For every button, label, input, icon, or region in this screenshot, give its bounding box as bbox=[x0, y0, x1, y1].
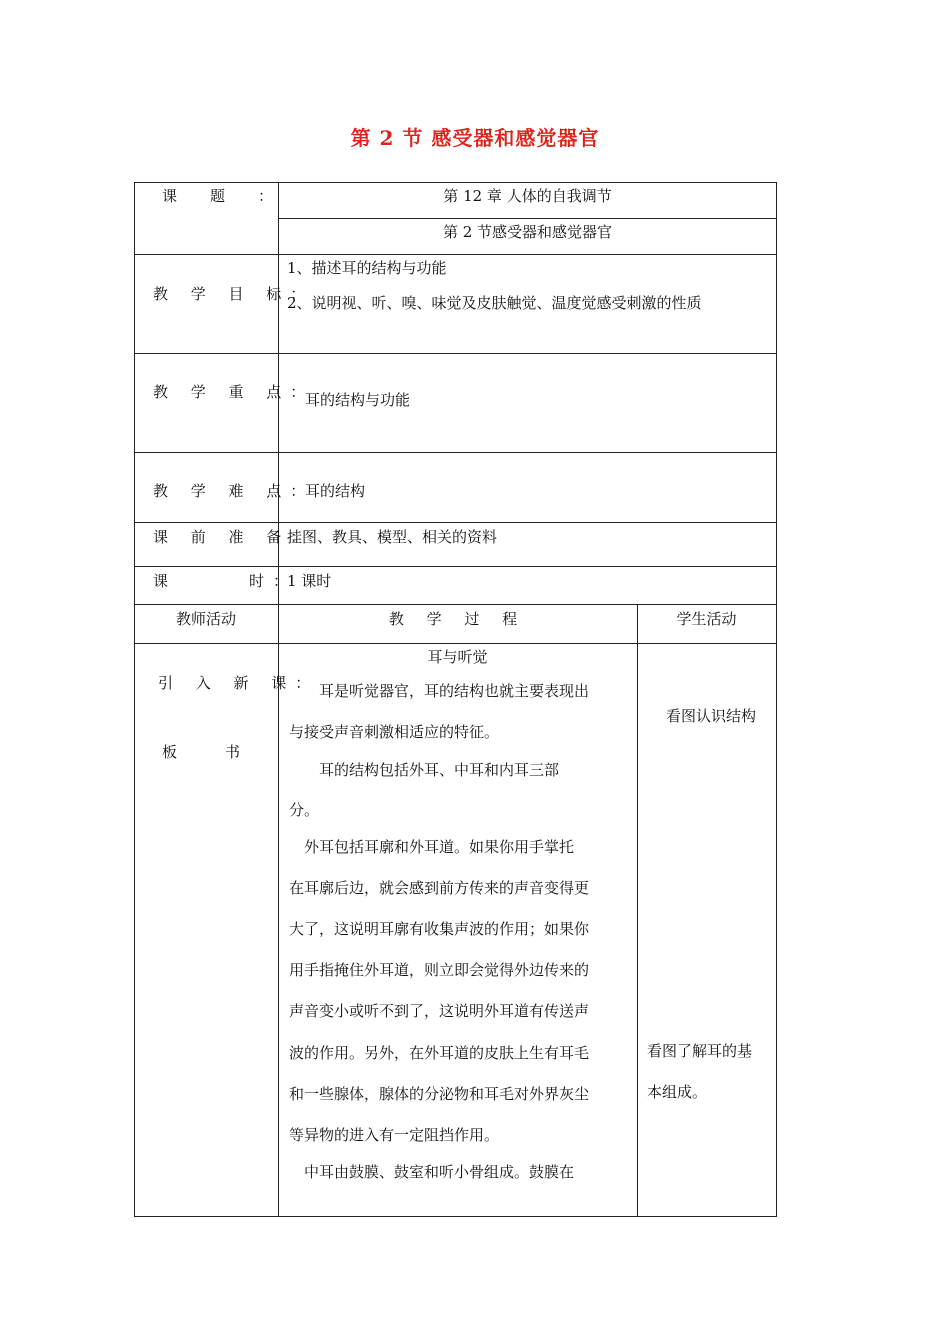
row-divider bbox=[134, 452, 777, 453]
header-teaching-process: 教 学 过 程 bbox=[388, 610, 527, 628]
table-border-right bbox=[776, 182, 777, 1217]
process-line: 等异物的进入有一定阻挡作用。 bbox=[289, 1126, 500, 1144]
student-note: 看图了解耳的基 bbox=[647, 1042, 753, 1060]
key-points-value: 耳的结构与功能 bbox=[305, 391, 411, 409]
table-border-top bbox=[134, 182, 777, 183]
row-divider bbox=[134, 353, 777, 354]
difficulty-value: 耳的结构 bbox=[305, 482, 366, 500]
process-line: 波的作用。另外，在外耳道的皮肤上生有耳毛 bbox=[289, 1044, 590, 1062]
page-title: 第 2 节 感受器和感觉器官 bbox=[350, 126, 600, 150]
process-line: 分。 bbox=[289, 801, 320, 819]
row-divider bbox=[134, 643, 777, 644]
hours-label: 课 时： bbox=[153, 572, 298, 590]
process-line: 耳是听觉器官，耳的结构也就主要表现出 bbox=[289, 682, 590, 700]
column-divider bbox=[278, 182, 279, 1217]
row-divider bbox=[134, 522, 777, 523]
process-heading: 耳与听觉 bbox=[427, 648, 488, 666]
goal-item: 2、说明视、听、嗅、味觉及皮肤触觉、温度觉感受刺激的性质 bbox=[287, 294, 702, 312]
process-line: 和一些腺体，腺体的分泌物和耳毛对外界灰尘 bbox=[289, 1085, 590, 1103]
process-line: 在耳廓后边，就会感到前方传来的声音变得更 bbox=[289, 879, 590, 897]
preparation-value: 挂图、教具、模型、相关的资料 bbox=[287, 528, 498, 546]
goal-item: 1、描述耳的结构与功能 bbox=[287, 259, 447, 277]
student-note: 本组成。 bbox=[647, 1083, 708, 1101]
goals-label: 教 学 目 标： bbox=[153, 285, 315, 303]
process-line: 声音变小或听不到了，这说明外耳道有传送声 bbox=[289, 1002, 590, 1020]
intro-new-lesson: 引 入 新 课： bbox=[158, 674, 320, 692]
table-border-left bbox=[134, 182, 135, 1217]
row-divider bbox=[278, 218, 777, 219]
process-line: 与接受声音刺激相适应的特征。 bbox=[289, 723, 500, 741]
process-line: 外耳包括耳廓和外耳道。如果你用手掌托 bbox=[289, 838, 575, 856]
row-divider bbox=[134, 604, 777, 605]
key-points-label: 教 学 重 点： bbox=[153, 383, 315, 401]
process-line: 耳的结构包括外耳、中耳和内耳三部 bbox=[289, 761, 560, 779]
row-divider bbox=[134, 566, 777, 567]
difficulty-label: 教 学 难 点： bbox=[153, 482, 315, 500]
topic-chapter: 第 12 章 人体的自我调节 bbox=[443, 187, 612, 205]
row-divider bbox=[134, 254, 777, 255]
hours-value: 1 课时 bbox=[287, 572, 332, 590]
process-line: 大了，这说明耳廓有收集声波的作用；如果你 bbox=[289, 920, 590, 938]
column-divider bbox=[637, 604, 638, 1217]
header-teacher-activity: 教师活动 bbox=[175, 610, 236, 628]
topic-section: 第 2 节感受器和感觉器官 bbox=[442, 223, 613, 241]
process-line: 中耳由鼓膜、鼓室和听小骨组成。鼓膜在 bbox=[289, 1163, 575, 1181]
header-student-activity: 学生活动 bbox=[676, 610, 737, 628]
process-line: 用手指掩住外耳道，则立即会觉得外边传来的 bbox=[289, 961, 590, 979]
blackboard-writing: 板 书 bbox=[162, 743, 247, 761]
table-border-bottom bbox=[134, 1216, 777, 1217]
student-note: 看图认识结构 bbox=[666, 707, 757, 725]
preparation-label: 课 前 准 备： bbox=[153, 528, 315, 546]
topic-label: 课 题 ： bbox=[162, 187, 283, 205]
